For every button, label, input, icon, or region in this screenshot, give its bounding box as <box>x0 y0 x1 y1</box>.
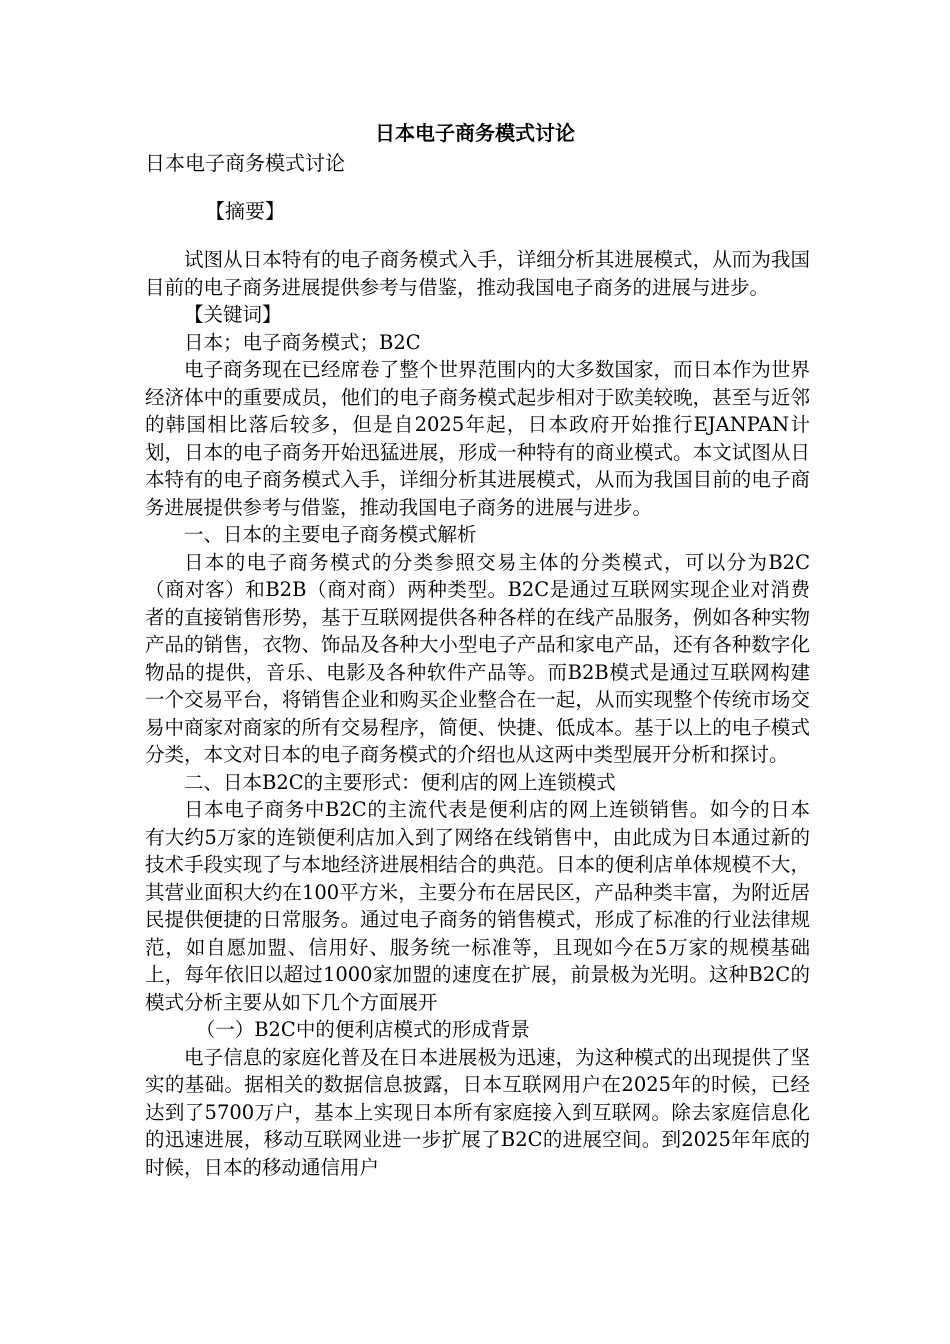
keywords-label: 【关键词】 <box>184 303 282 326</box>
subsection1-heading: （一）B2C中的便利店模式的形成背景 <box>195 1018 530 1041</box>
keywords-paragraph: 日本；电子商务模式；B2C <box>184 330 421 354</box>
intro-paragraph: 电子商务现在已经席卷了整个世界范围内的大多数国家，而日本作为世界经济体中的重要成员，他们的电子商务模式起步相对于欧美较晚，甚至与近邻的韩国相比落后较多，但是自2025年起，日本政府开始推行EJANPAN计划，日本的电子商务开始迅猛进展，形成一种特有的商业模式。本文试图从日本特有的电子商务模式入手，详细分析其进展模式，从而为我国目前的电子商务进展提供参考与借鉴，推动我国电子商务的进展与进步。 <box>145 358 810 519</box>
section2-heading: 二、日本B2C的主要形式：便利店的网上连锁模式 <box>184 770 616 794</box>
abstract-paragraph: 试图从日本特有的电子商务模式入手，详细分析其进展模式，从而为我国目前的电子商务进展提供参考与借鉴，推动我国电子商务的进展与进步。 <box>145 248 810 299</box>
section2-paragraph: 日本电子商务中B2C的主流代表是便利店的网上连锁销售。如今的日本有大约5万家的连锁便利店加入到了网络在线销售中，由此成为日本通过新的技术手段实现了与本地经济进展相结合的典范。日本的便利店单体规模不大，其营业面积大约在100平方米，主要分布在居民区，产品种类丰富，为附近居民提供便捷的日常服务。通过电子商务的销售模式，形成了标准的行业法律规范，如自愿加盟、信用好、服务统一标准等，且现如今在5万家的规模基础上，每年依旧以超过1000家加盟的速度在扩展，前景极为光明。这种B2C的模式分析主要从如下几个方面展开 <box>145 798 810 1014</box>
document-body <box>145 246 810 1181</box>
subsection1-paragraph: 电子信息的家庭化普及在日本进展极为迅速，为这种模式的出现提供了坚实的基础。据相关的数据信息披露，日本互联网用户在2025年的时候，已经达到了5700万户，基本上实现日本所有家庭接入到互联网。除去家庭信息化的迅速进展，移动互联网业进一步扩展了B2C的进展空间。到2025年年底的时候，日本的移动通信用户 <box>145 1045 810 1179</box>
document-subtitle: 日本电子商务模式讨论 <box>145 151 345 175</box>
section1-heading: 一、日本的主要电子商务模式解析 <box>184 523 477 546</box>
document-title: 日本电子商务模式讨论 <box>375 121 575 145</box>
section1-paragraph: 日本的电子商务模式的分类参照交易主体的分类模式，可以分为B2C（商对客）和B2B（商对商）两种类型。B2C是通过互联网实现企业对消费者的直接销售形势，基于互联网提供各种各样的在线产品服务，例如各种实物产品的销售，衣物、饰品及各种大小型电子产品和家电产品，还有各种数字化物品的提供，音乐、电影及各种软件产品等。而B2B模式是通过互联网构建一个交易平台，将销售企业和购买企业整合在一起，从而实现整个传统市场交易中商家对商家的所有交易程序，简便、快捷、低成本。基于以上的电子模式分类，本文对日本的电子商务模式的介绍也从这两中类型展开分析和探讨。 <box>145 550 810 766</box>
abstract-label: 【摘要】 <box>205 199 285 223</box>
